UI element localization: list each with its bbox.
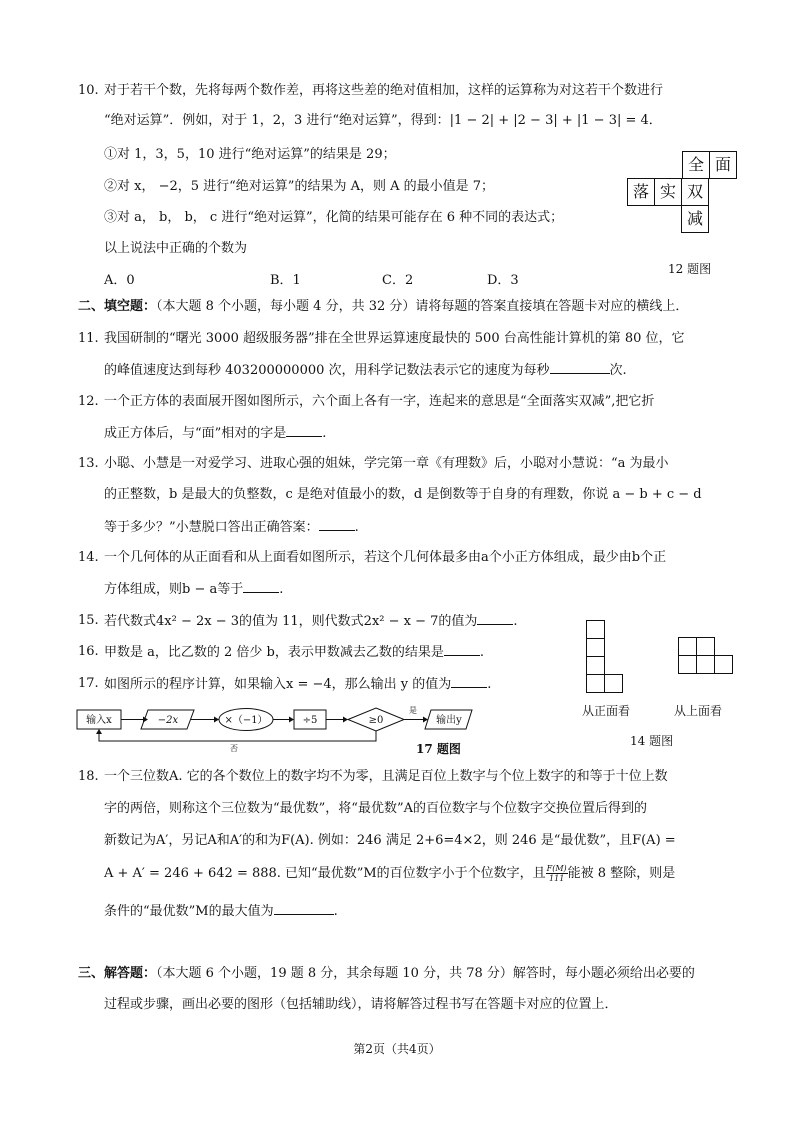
q18-line3: 新数记为A′，另记A和A′的和为F(A). 例如：246 满足 2+6=4×2，则 246 是“最优数”，且F(A) = [104, 833, 676, 848]
q13-line3 [104, 518, 359, 537]
answer-blank[interactable] [286, 424, 322, 437]
q11-line2 [104, 361, 627, 380]
q10-line1: 对于若干个数，先将每两个数作差，再将这些差的绝对值相加，这样的运算称为对这若干个数进行 [104, 83, 664, 98]
view-square [586, 638, 605, 657]
q16-line [104, 643, 484, 662]
program-flowchart [74, 700, 474, 753]
flow-no-label: 否 [230, 744, 238, 753]
answer-blank[interactable] [319, 518, 355, 531]
q12-number: 12. [78, 394, 99, 409]
arrow-head [289, 717, 294, 723]
q18-line2: 字的两倍，则称这个三位数为“最优数”，将“最优数”A的百位数字与个位数字交换位置后得到的 [104, 801, 647, 816]
fraction-denominator: 111 [549, 874, 565, 883]
q17-line [104, 675, 491, 694]
view-square [604, 674, 623, 693]
q13-tail: . [354, 520, 359, 535]
q18-number: 18. [78, 769, 99, 784]
answer-blank[interactable] [477, 612, 513, 625]
q11-tail: 次. [609, 363, 627, 378]
q11-line1: 我国研制的“曙光 3000 超级服务器”排在全世界运算速度最快的 500 台高性能计算机的第 80 位，它 [104, 331, 685, 346]
q15-number: 15. [78, 613, 99, 628]
q17-tail: . [487, 677, 492, 692]
view-square [696, 655, 715, 674]
q14-number: 14. [78, 550, 99, 565]
q12-text: 成正方体后，与“面”相对的字是 [104, 426, 287, 441]
q12-line1: 一个正方体的表面展开图如图所示，六个面上各有一字，连起来的意思是“全面落实双减”,把它折 [104, 394, 655, 409]
q17-number: 17. [78, 676, 99, 691]
fraction-numerator: F(M) [546, 864, 567, 873]
q17-text: 如图所示的程序计算，如果输入x = −4，那么输出 y 的值为 [104, 677, 452, 692]
q14-text: 方体组成，则b − a等于 [104, 582, 244, 597]
q13-text: 等于多少？”小慧脱口答出正确答案： [104, 520, 319, 535]
view-square [678, 637, 697, 656]
q13-line1: 小聪、小慧是一对爱学习、进取心强的姐妹，学完第一章《有理数》后，小聪对小慧说：“a 为最小 [104, 456, 669, 471]
q18-line1: 一个三位数A. 它的各个数位上的数字均不为零，且满足百位上数字与个位上数字的和等于十位上数 [104, 769, 668, 784]
flow-input-label: 输入x [86, 715, 112, 726]
arrow-head [343, 717, 348, 723]
section2-instructions: （本大题 8 个小题，每小题 4 分，共 32 分）请将每题的答案直接填在答题卡对应的横线上． [156, 299, 689, 314]
net-cell: 减 [681, 205, 709, 233]
q10-line2: “绝对运算”．例如，对于 1，2，3 进行“绝对运算”，得到：|1 − 2| + |2 − 3| + |1 − 3| = 4． [104, 113, 662, 128]
answer-blank[interactable] [550, 361, 610, 374]
section2-title: 二、填空题： [78, 299, 157, 314]
q18-text: A + A′ = 246 + 642 = 888. 已知“最优数”M的百位数字小于个位数字，且 [104, 866, 546, 881]
q14-line1: 一个几何体的从正面看和从上面看如图所示，若这个几何体最多由a个小正方体组成，最少由b个正 [104, 550, 667, 565]
view-square [714, 655, 733, 674]
flow-step3-label: ÷5 [302, 715, 318, 726]
q13-number: 13. [78, 456, 99, 471]
front-view-label: 从正面看 [582, 704, 631, 718]
q12-tail: . [322, 426, 327, 441]
q18-text-2: 能被 8 整除，则是 [567, 866, 676, 881]
arrow-head [214, 717, 219, 723]
q10-option-d: D．3 [487, 273, 519, 288]
q10-option-c: C．2 [382, 273, 414, 288]
view-square [696, 637, 715, 656]
q10-prompt: 以上说法中正确的个数为 [104, 241, 248, 256]
arrow-head [96, 729, 102, 734]
q16-number: 16. [78, 644, 99, 659]
q18-line5 [104, 902, 338, 921]
q18-tail: . [333, 904, 338, 919]
net-cell: 实 [654, 178, 682, 206]
section3-title: 三、解答题： [78, 966, 157, 981]
q13-line2: 的正整数，b 是最大的负整数，c 是绝对值最小的数，d 是倒数等于自身的有理数，你说 a − b + c − d [104, 487, 702, 502]
q14-line2 [104, 580, 283, 599]
answer-blank[interactable] [451, 675, 487, 688]
view-square [678, 655, 697, 674]
q12-figure-caption: 12 题图 [668, 262, 712, 276]
flow-yes-label: 是 [409, 706, 417, 715]
fraction [546, 864, 568, 883]
page-footer: 第2页（共4页） [353, 1042, 441, 1056]
net-cell: 面 [709, 151, 737, 179]
net-cell: 双 [681, 178, 709, 206]
section3-line2: 过程或步骤，画出必要的图形（包括辅助线），请将解答过程书写在答题卡对应的位置上． [104, 997, 618, 1012]
q10-option-a: A．0 [104, 273, 135, 288]
q16-tail: . [479, 645, 485, 660]
net-cell: 落 [627, 178, 655, 206]
loop-back-arrow [99, 730, 376, 741]
flow-step1-label: −2x [157, 715, 179, 726]
q10-statement3: ③对 a， b， b， c 进行“绝对运算”，化简的结果可能存在 6 种不同的表达式； [104, 210, 564, 225]
q10-statement1: ①对 1，3，5，10 进行“绝对运算”的结果是 29； [104, 147, 396, 162]
flow-output-label: 输出y [436, 715, 462, 726]
q16-text: 甲数是 a，比乙数的 2 倍少 b，表示甲数减去乙数的结果是 [104, 645, 444, 660]
view-square [586, 620, 605, 639]
net-cell: 全 [682, 151, 710, 179]
q14-tail: . [279, 582, 284, 597]
q10-statement2: ②对 x， −2，5 进行“绝对运算”的结果为 A，则 A 的最小值是 7； [104, 179, 495, 194]
q18-line4 [104, 864, 675, 883]
top-view-label: 从上面看 [674, 704, 723, 718]
q12-line2 [104, 424, 326, 443]
flow-step2-label: ×（−1） [224, 715, 268, 726]
q11-number: 11. [78, 331, 99, 346]
q10-number: 10. [78, 83, 99, 98]
section2-heading [78, 298, 688, 316]
answer-blank[interactable] [274, 902, 334, 915]
q15-tail: . [513, 614, 518, 629]
q14-figure-caption: 14 题图 [630, 734, 674, 748]
view-square [586, 656, 605, 675]
q11-text: 的峰值速度达到每秒 403200000000 次，用科学记数法表示它的速度为每秒 [104, 363, 550, 378]
answer-blank[interactable] [444, 643, 480, 656]
q17-figure-caption: 17 题图 [416, 742, 461, 756]
flow-condition-label: ≥0 [368, 715, 384, 726]
q10-option-b: B．1 [270, 273, 301, 288]
section3-heading [78, 965, 695, 983]
q15-text: 若代数式4x² − 2x − 3的值为 11，则代数式2x² − x − 7的值为 [104, 614, 478, 629]
q18-text-3: 条件的“最优数”M的最大值为 [104, 904, 274, 919]
view-square [586, 674, 605, 693]
answer-blank[interactable] [243, 580, 279, 593]
q15-line [104, 612, 518, 631]
section3-instructions: （本大题 6 个小题，19 题 8 分，其余每题 10 分，共 78 分）解答时，每小题必须给出必要的 [156, 966, 695, 981]
